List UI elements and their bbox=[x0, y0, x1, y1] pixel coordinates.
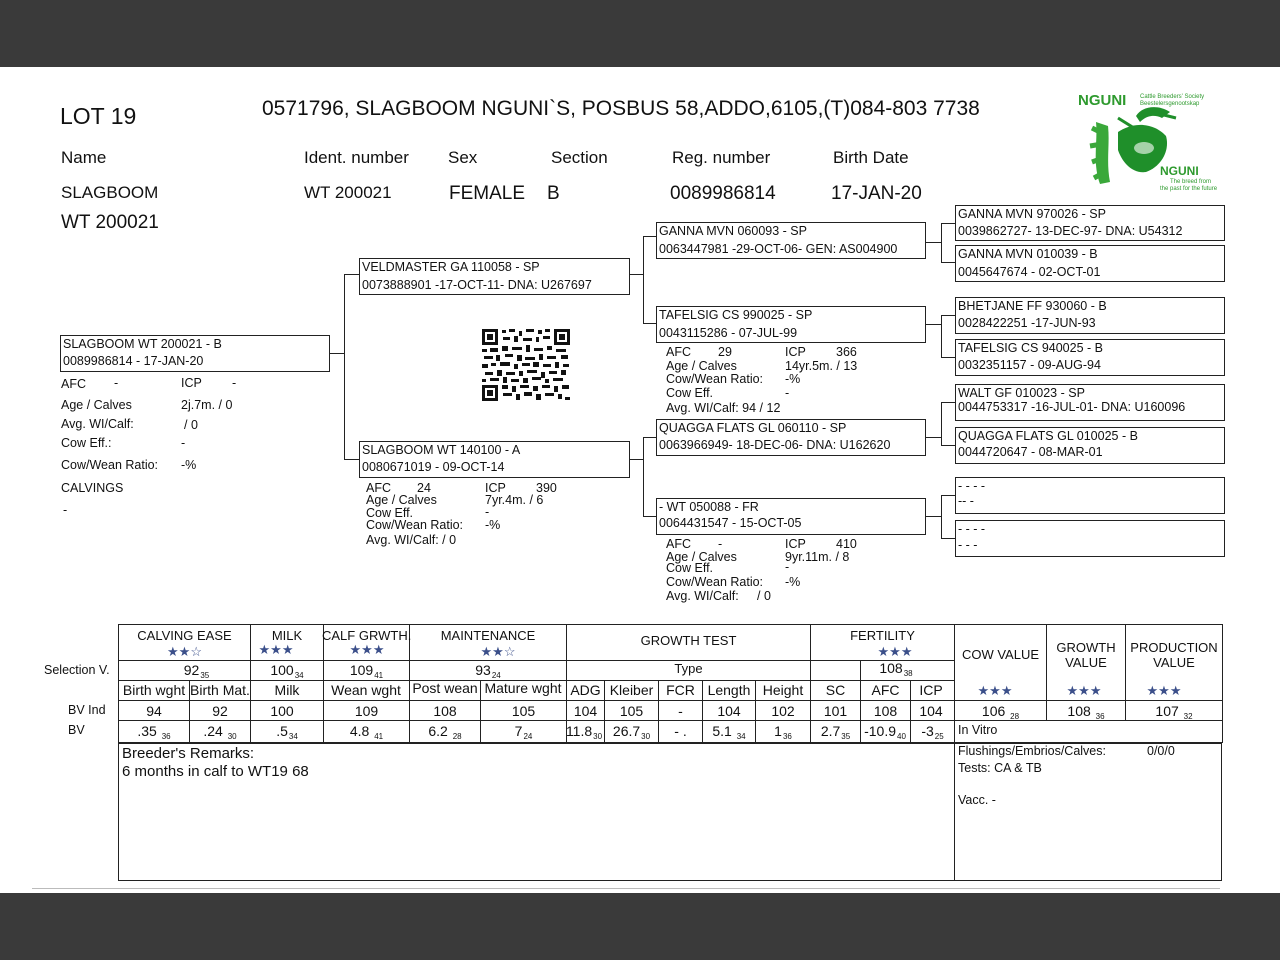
bv-ind-value: 105 bbox=[511, 703, 536, 719]
animal-section: B bbox=[547, 183, 560, 204]
pedigree-dam-sire-box: QUAGGA FLATS GL 060110 - SP 0063966949- 18-DEC-06- DNA: U162620 bbox=[656, 419, 926, 456]
col-icp: ICP bbox=[919, 682, 943, 698]
pedigree-dam-dam-box: - WT 050088 - FR 0064431547 - 15-OCT-05 bbox=[656, 498, 926, 535]
bv-ind-value: 108 bbox=[433, 703, 457, 719]
self-calvings-label: CALVINGS bbox=[61, 481, 124, 495]
col-birth-mat: Birth Mat. bbox=[190, 682, 250, 698]
hdr-growth-test: GROWTH TEST bbox=[640, 633, 737, 648]
dd-age-label: Age / Calves bbox=[666, 550, 737, 564]
selection-calving-ease: $92_{35}$ bbox=[183, 662, 210, 680]
self-cow-label: Cow Eff.: bbox=[61, 436, 112, 450]
pedigree-dam-box: SLAGBOOM WT 140100 - A 0080671019 - 09-OCT-14 bbox=[359, 441, 630, 478]
dd-age: 9yr.11m. / 8 bbox=[785, 550, 850, 564]
bv-value: $1_{36}$ bbox=[774, 723, 792, 741]
bv-value: .24 $_{30}$ bbox=[203, 723, 237, 741]
sd-age-label: Age / Calves bbox=[666, 359, 737, 373]
bv-ind-label: BV Ind bbox=[68, 703, 106, 717]
pedigree-ggp-box: - - - - -- - bbox=[955, 477, 1225, 514]
bv-value: .35 $_{36}$ bbox=[137, 723, 171, 741]
bv-value: $26.7_{30}$ bbox=[612, 723, 651, 741]
pedigree-ggp-box: WALT GF 010023 - SP 0044753317 -16-JUL-01- DNA: U160096 bbox=[955, 384, 1225, 421]
sd-age: 14yr.5m. / 13 bbox=[785, 359, 858, 373]
bv-ind-value: 104 bbox=[919, 703, 943, 719]
self-cow: - bbox=[181, 436, 186, 450]
stars-growth-value: ★★★ bbox=[1066, 683, 1102, 698]
sd-avgwi: Avg. WI/Calf: 94 / 12 bbox=[666, 401, 781, 415]
dam-wean: -% bbox=[485, 518, 501, 532]
lot-number: LOT 19 bbox=[60, 103, 137, 129]
self-avgwi-label: Avg. WI/Calf: bbox=[61, 417, 134, 431]
self-avgwi: / 0 bbox=[184, 418, 198, 432]
stars-milk: ★★★ bbox=[258, 642, 294, 657]
bv-ind-value: 100 bbox=[270, 703, 294, 719]
bv-ind-value: 92 bbox=[212, 703, 228, 719]
self-age-label: Age / Calves bbox=[61, 398, 132, 412]
label-sex: Sex bbox=[448, 148, 478, 167]
hdr-type: Type bbox=[674, 661, 703, 676]
col-afc: AFC bbox=[871, 682, 900, 698]
self-wean: -% bbox=[181, 458, 197, 472]
bv-value: $-10.9_{40}$ bbox=[864, 723, 906, 741]
dd-wean: -% bbox=[785, 575, 801, 589]
nguni-logo: NGUNI Cattle Breeders' Society Beestelersgenootskap NGUNI The breed from the past for the future bbox=[1078, 92, 1213, 196]
col-mature-wght: Mature wght bbox=[484, 680, 562, 696]
bv-value: 5.1 $_{34}$ bbox=[712, 723, 746, 741]
dam-afc: 24 bbox=[417, 481, 431, 495]
dam-avgwi: Avg. WI/Calf: / 0 bbox=[366, 533, 457, 547]
selection-milk: $100_{34}$ bbox=[270, 662, 304, 680]
pedigree-ggp-box: QUAGGA FLATS GL 010025 - B 0044720647 - 08-MAR-01 bbox=[955, 427, 1225, 464]
remarks-text: 6 months in calf to WT19 68 bbox=[122, 763, 309, 780]
dd-cow: - bbox=[785, 560, 790, 574]
sd-icp-label: ICP bbox=[785, 345, 806, 359]
bv-ind-value: 105 bbox=[619, 703, 644, 719]
dd-cow-label: Cow Eff. bbox=[666, 561, 714, 575]
bv-ind-value: 109 bbox=[354, 703, 379, 719]
sd-wean: -% bbox=[785, 372, 801, 386]
hdr-growth-value-1: GROWTH bbox=[1056, 640, 1116, 655]
self-afc: - bbox=[114, 376, 119, 390]
pedigree-self-box: SLAGBOOM WT 200021 - B 0089986814 - 17-JAN-20 bbox=[60, 335, 330, 372]
col-height: Height bbox=[762, 682, 804, 698]
dam-wean-label: Cow/Wean Ratio: bbox=[366, 518, 464, 532]
animal-reg: 0089986814 bbox=[670, 183, 776, 204]
stars-cow-value: ★★★ bbox=[977, 683, 1013, 698]
pedigree-ggp-box: - - - - - - - bbox=[955, 520, 1225, 557]
bv-ind-production-value: 107 $_{32}$ bbox=[1155, 703, 1193, 721]
animal-name-2: WT 200021 bbox=[61, 212, 159, 233]
label-reg: Reg. number bbox=[672, 148, 771, 167]
animal-birth: 17-JAN-20 bbox=[831, 183, 922, 204]
dd-avgwi-label: Avg. WI/Calf: bbox=[666, 589, 739, 603]
remarks-label: Breeder's Remarks: bbox=[122, 745, 255, 762]
bv-value: - . bbox=[674, 723, 687, 739]
hdr-calf-growth: CALF GRWTH. bbox=[322, 628, 412, 643]
dd-icp: 410 bbox=[836, 537, 857, 551]
dd-afc-label: AFC bbox=[666, 537, 691, 551]
selection-label: Selection V. bbox=[44, 663, 110, 677]
hdr-production-value-1: PRODUCTION bbox=[1130, 640, 1218, 655]
self-wean-label: Cow/Wean Ratio: bbox=[61, 458, 159, 472]
bv-ind-value: - bbox=[678, 703, 683, 719]
label-name: Name bbox=[61, 148, 107, 167]
label-ident: Ident. number bbox=[304, 148, 409, 167]
bv-ind-value: 102 bbox=[771, 703, 795, 719]
col-adg: ADG bbox=[570, 682, 601, 698]
owner-header: 0571796, SLAGBOOM NGUNI`S, POSBUS 58,ADDO,6105,(T)084-803 7738 bbox=[262, 97, 980, 120]
self-age: 2j.7m. / 0 bbox=[181, 398, 233, 412]
sd-afc: 29 bbox=[718, 345, 732, 359]
col-wean-wght: Wean wght bbox=[331, 682, 401, 698]
stars-calving-ease: ★★☆ bbox=[167, 644, 202, 659]
bv-value: 6.2 $_{28}$ bbox=[428, 723, 462, 741]
dd-wean-label: Cow/Wean Ratio: bbox=[666, 575, 764, 589]
col-birth-wght: Birth wght bbox=[122, 682, 186, 698]
bv-value: $-3_{25}$ bbox=[921, 723, 944, 741]
bv-value: $7_{24}$ bbox=[514, 723, 533, 741]
col-fcr: FCR bbox=[666, 682, 695, 698]
col-milk: Milk bbox=[274, 682, 300, 698]
label-section: Section bbox=[551, 148, 608, 167]
stars-calf-growth: ★★★ bbox=[349, 642, 385, 657]
sd-afc-label: AFC bbox=[666, 345, 691, 359]
stars-maintenance: ★★☆ bbox=[480, 644, 516, 659]
dam-cow-label: Cow Eff. bbox=[366, 506, 414, 520]
label-birth: Birth Date bbox=[833, 148, 909, 167]
selection-calf-growth: $109_{41}$ bbox=[349, 662, 384, 680]
tests-text: Tests: CA & TB bbox=[958, 761, 1042, 775]
stars-production-value: ★★★ bbox=[1146, 683, 1182, 698]
dam-icp: 390 bbox=[536, 481, 557, 495]
hdr-production-value-2: VALUE bbox=[1153, 655, 1195, 670]
bv-value: $2.7_{35}$ bbox=[820, 723, 851, 741]
bv-label: BV bbox=[68, 723, 85, 737]
animal-name: SLAGBOOM bbox=[61, 183, 159, 202]
pedigree-ggp-box: BHETJANE FF 930060 - B 0028422251 -17-JUN-93 bbox=[955, 297, 1225, 334]
sd-wean-label: Cow/Wean Ratio: bbox=[666, 372, 764, 386]
bv-ind-value: 94 bbox=[146, 703, 162, 719]
hdr-maintenance: MAINTENANCE bbox=[440, 628, 536, 643]
sd-icp: 366 bbox=[836, 345, 857, 359]
dam-afc-label: AFC bbox=[366, 481, 391, 495]
sd-cow-label: Cow Eff. bbox=[666, 386, 714, 400]
in-vitro-label: In Vitro bbox=[958, 723, 998, 737]
pedigree-ggp-box: GANNA MVN 970026 - SP 0039862727- 13-DEC-97- DNA: U54312 bbox=[955, 205, 1225, 241]
hdr-milk: MILK bbox=[271, 628, 303, 643]
bv-ind-cow-value: 106 $_{28}$ bbox=[981, 703, 1020, 721]
flushings-label: Flushings/Embrios/Calves: bbox=[958, 744, 1106, 758]
col-sc: SC bbox=[825, 682, 846, 698]
bv-ind-value: 108 bbox=[873, 703, 898, 719]
vacc-text: Vacc. - bbox=[958, 793, 996, 807]
bv-value: $.5_{34}$ bbox=[276, 723, 298, 741]
hdr-fertility: FERTILITY bbox=[850, 628, 915, 643]
selection-maintenance: $93_{24}$ bbox=[475, 662, 501, 680]
dam-age: 7yr.4m. / 6 bbox=[485, 493, 544, 507]
self-calvings: - bbox=[63, 503, 68, 517]
flushings-value: 0/0/0 bbox=[1147, 744, 1175, 758]
bv-ind-value: 104 bbox=[717, 703, 741, 719]
pedigree-sire-box: VELDMASTER GA 110058 - SP 0073888901 -17-OCT-11- DNA: U267697 bbox=[359, 258, 630, 295]
animal-ident: WT 200021 bbox=[304, 183, 392, 202]
pedigree-ggp-box: GANNA MVN 010039 - B 0045647674 - 02-OCT-01 bbox=[955, 245, 1225, 282]
hdr-cow-value: COW VALUE bbox=[961, 647, 1040, 662]
bv-ind-value: 101 bbox=[823, 703, 848, 719]
self-icp: - bbox=[232, 376, 237, 390]
pedigree-sire-sire-box: GANNA MVN 060093 - SP 0063447981 -29-OCT-06- GEN: AS004900 bbox=[656, 222, 926, 259]
selection-fertility: $108_{38}$ bbox=[879, 660, 913, 678]
bv-value: 4.8 $_{41}$ bbox=[349, 723, 384, 741]
col-kleiber: Kleiber bbox=[609, 682, 654, 698]
dd-icp-label: ICP bbox=[785, 537, 806, 551]
self-afc-label: AFC bbox=[61, 377, 86, 391]
hdr-calving-ease: CALVING EASE bbox=[137, 628, 232, 643]
col-post-wean: Post wean bbox=[412, 680, 478, 696]
sd-cow: - bbox=[785, 386, 790, 400]
dam-cow: - bbox=[485, 505, 490, 519]
bv-ind-value: 104 bbox=[573, 703, 598, 719]
dd-afc: - bbox=[718, 537, 723, 551]
self-icp-label: ICP bbox=[181, 376, 202, 390]
bv-ind-growth-value: 108 $_{36}$ bbox=[1067, 703, 1105, 721]
dam-icp-label: ICP bbox=[485, 481, 506, 495]
animal-sex: FEMALE bbox=[449, 183, 526, 204]
dam-age-label: Age / Calves bbox=[366, 493, 437, 507]
pedigree-ggp-box: TAFELSIG CS 940025 - B 0032351157 - 09-AUG-94 bbox=[955, 339, 1225, 376]
stars-fertility: ★★★ bbox=[877, 644, 913, 659]
hdr-growth-value-2: VALUE bbox=[1065, 655, 1107, 670]
pedigree-sire-dam-box: TAFELSIG CS 990025 - SP 0043115286 - 07-JUL-99 bbox=[656, 306, 926, 343]
bv-value: $11.8_{30}$ bbox=[565, 723, 603, 741]
col-length: Length bbox=[707, 682, 751, 698]
dd-avgwi: / 0 bbox=[757, 589, 771, 603]
